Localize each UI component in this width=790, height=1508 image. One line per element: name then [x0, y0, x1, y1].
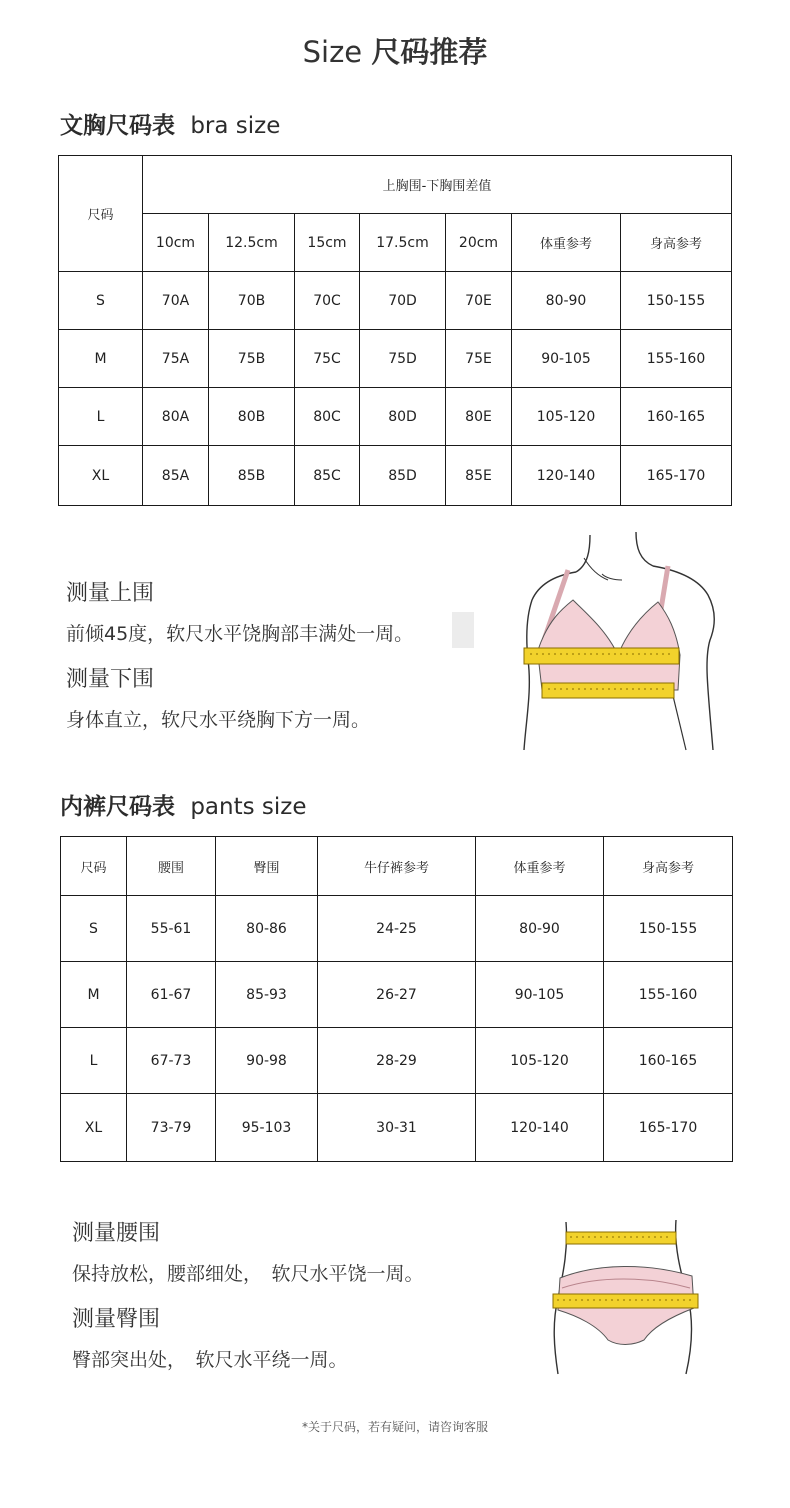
table-cell: 85A — [143, 446, 209, 506]
table-cell: 67-73 — [127, 1028, 216, 1094]
table-cell: 120-140 — [512, 446, 621, 506]
bra-diff-2: 15cm — [295, 214, 360, 272]
page-title — [0, 30, 790, 71]
table-cell: XL — [61, 1094, 127, 1162]
table-cell: L — [61, 1028, 127, 1094]
table-cell: 80D — [360, 388, 446, 446]
table-cell: 75B — [209, 330, 295, 388]
bra-diff-3: 17.5cm — [360, 214, 446, 272]
table-cell: M — [59, 330, 143, 388]
table-cell: 165-170 — [621, 446, 732, 506]
table-cell: 28-29 — [318, 1028, 476, 1094]
bra-illustration-icon — [518, 530, 733, 755]
table-cell: 95-103 — [216, 1094, 318, 1162]
table-row — [61, 896, 733, 962]
table-cell: 70C — [295, 272, 360, 330]
pants-section-title — [60, 788, 307, 821]
bra-header-height: 身高参考 — [621, 214, 732, 272]
table-cell: 26-27 — [318, 962, 476, 1028]
table-cell: 70E — [446, 272, 512, 330]
bra-header-diff: 上胸围-下胸围差值 — [143, 156, 732, 214]
table-cell: 85B — [209, 446, 295, 506]
table-cell: 105-120 — [512, 388, 621, 446]
waist-measure-text: 保持放松，腰部细处， 软尺水平饶一周。 — [72, 1263, 424, 1285]
table-row — [59, 388, 732, 446]
footnote: *关于尺码，若有疑问，请咨询客服 — [301, 1420, 488, 1434]
pants-header-jeans: 牛仔裤参考 — [318, 837, 476, 896]
table-cell: 150-155 — [604, 896, 733, 962]
waist-measure-title: 测量腰围 — [72, 1221, 161, 1246]
bra-size-table — [58, 155, 732, 506]
table-row — [61, 1094, 733, 1162]
table-cell: 80C — [295, 388, 360, 446]
table-cell: M — [61, 962, 127, 1028]
pants-header-waist: 腰围 — [127, 837, 216, 896]
bra-section-title-en: bra size — [190, 113, 281, 139]
table-cell: 70A — [143, 272, 209, 330]
table-cell: 75A — [143, 330, 209, 388]
table-cell: S — [61, 896, 127, 962]
table-cell: 61-67 — [127, 962, 216, 1028]
grey-highlight — [452, 612, 474, 648]
table-cell: 105-120 — [476, 1028, 604, 1094]
table-cell: 80-90 — [512, 272, 621, 330]
table-cell: 80E — [446, 388, 512, 446]
table-cell: 150-155 — [621, 272, 732, 330]
table-cell: 155-160 — [604, 962, 733, 1028]
pants-section-title-en: pants size — [190, 794, 307, 820]
lower-measure-text: 身体直立，软尺水平绕胸下方一周。 — [66, 709, 371, 731]
table-cell: 90-98 — [216, 1028, 318, 1094]
upper-measure-text: 前倾45度，软尺水平饶胸部丰满处一周。 — [66, 623, 414, 645]
upper-measure-title: 测量上围 — [66, 581, 155, 606]
pants-header-height: 身高参考 — [604, 837, 733, 896]
pants-header-size: 尺码 — [61, 837, 127, 896]
pants-header-hip: 臀围 — [216, 837, 318, 896]
table-cell: 75E — [446, 330, 512, 388]
title-en: Size — [302, 35, 363, 69]
bra-section-title-zh: 文胸尺码表 — [60, 113, 175, 139]
table-row — [59, 330, 732, 388]
pants-illustration-icon — [548, 1218, 708, 1378]
table-cell: 90-105 — [512, 330, 621, 388]
table-cell: 85-93 — [216, 962, 318, 1028]
table-cell: 80-90 — [476, 896, 604, 962]
bra-diff-4: 20cm — [446, 214, 512, 272]
table-cell: 80A — [143, 388, 209, 446]
table-row — [61, 962, 733, 1028]
table-cell: 55-61 — [127, 896, 216, 962]
table-cell: S — [59, 272, 143, 330]
bra-diff-1: 12.5cm — [209, 214, 295, 272]
table-cell: 24-25 — [318, 896, 476, 962]
table-cell: XL — [59, 446, 143, 506]
bra-header-weight: 体重参考 — [512, 214, 621, 272]
table-cell: 155-160 — [621, 330, 732, 388]
table-cell: 85E — [446, 446, 512, 506]
table-cell: 85C — [295, 446, 360, 506]
table-cell: 75D — [360, 330, 446, 388]
bra-diff-0: 10cm — [143, 214, 209, 272]
table-cell: 80B — [209, 388, 295, 446]
pants-section-title-zh: 内裤尺码表 — [60, 794, 175, 820]
bra-header-size: 尺码 — [59, 156, 143, 272]
table-cell: 73-79 — [127, 1094, 216, 1162]
table-cell: 160-165 — [604, 1028, 733, 1094]
table-row — [61, 1028, 733, 1094]
table-cell: 85D — [360, 446, 446, 506]
table-cell: 75C — [295, 330, 360, 388]
pants-size-table — [60, 836, 733, 1162]
table-row — [59, 272, 732, 330]
pants-header-weight: 体重参考 — [476, 837, 604, 896]
table-cell: 70D — [360, 272, 446, 330]
lower-measure-title: 测量下围 — [66, 667, 155, 692]
table-cell: 160-165 — [621, 388, 732, 446]
bra-section-title — [60, 107, 280, 140]
hip-measure-title: 测量臀围 — [72, 1307, 161, 1332]
table-cell: 80-86 — [216, 896, 318, 962]
table-cell: 165-170 — [604, 1094, 733, 1162]
title-zh: 尺码推荐 — [371, 35, 488, 69]
table-cell: 70B — [209, 272, 295, 330]
hip-measure-text: 臀部突出处， 软尺水平绕一周。 — [72, 1349, 348, 1371]
table-cell: 30-31 — [318, 1094, 476, 1162]
table-cell: 120-140 — [476, 1094, 604, 1162]
table-cell: 90-105 — [476, 962, 604, 1028]
table-cell: L — [59, 388, 143, 446]
table-row — [59, 446, 732, 506]
